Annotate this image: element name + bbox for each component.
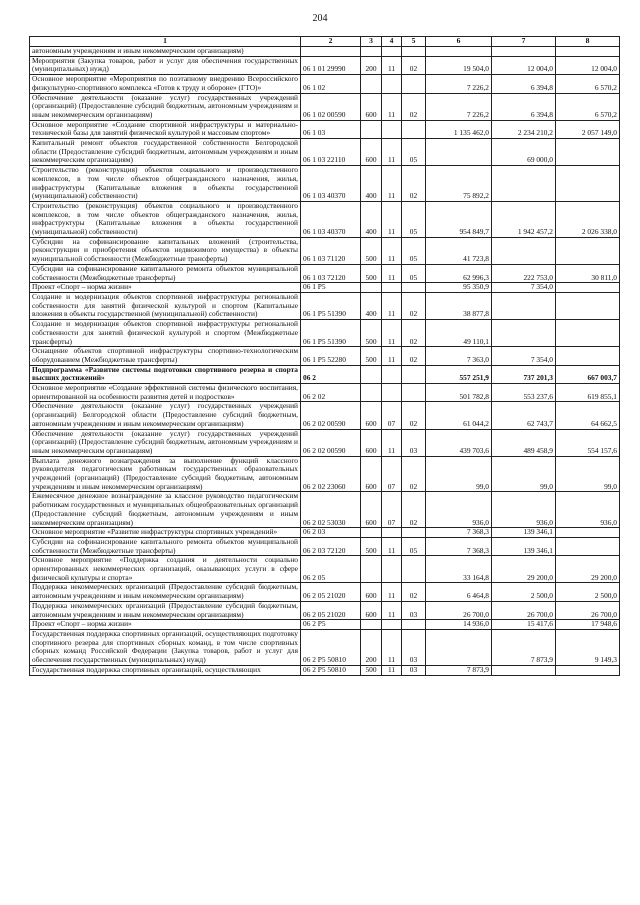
row-amount-year1-cell: 75 892,2	[426, 166, 492, 202]
row-code-cell: 06 2 05 21020	[301, 601, 361, 619]
row-name-cell: Выплата денежного вознаграждения за выполнение функций классного руководителя педагогическим работникам государственных образовательных учреждений (организаций) (Предоставление субсидий бюджетным, автономным учреждениям и иным некоммерческим организациям)	[30, 456, 301, 492]
row-code-cell: 06 1 P5 51390	[301, 292, 361, 319]
row-amount-year2-cell: 1 942 457,2	[492, 201, 556, 237]
row-subsection-cell: 02	[402, 292, 426, 319]
row-name-cell: Строительство (реконструкция) объектов социального и производственного комплексов, в том числе объектов общегражданского назначения, жилья, инфраструктуры (Капитальные вложения в объекты государственной (муниципальной) собственности)	[30, 201, 301, 237]
row-subsection-cell: 02	[402, 93, 426, 120]
row-amount-year1-cell: 936,0	[426, 492, 492, 528]
row-subsection-cell: 05	[402, 537, 426, 555]
row-amount-year3-cell: 99,0	[556, 456, 620, 492]
row-subsection-cell	[402, 120, 426, 138]
page-number: 204	[312, 13, 328, 24]
table-row	[30, 292, 620, 319]
row-amount-year2-cell: 7 873,9	[492, 630, 556, 666]
row-amount-year1-cell: 61 044,2	[426, 402, 492, 429]
table-row	[30, 320, 620, 347]
row-code-cell: 06 1 P5	[301, 283, 361, 293]
row-amount-year2-cell: 553 237,6	[492, 384, 556, 402]
row-name-cell: Капитальный ремонт объектов государственной собственности Белгородской области (Предоставление субсидий бюджетным, автономным учреждениям и иным некоммерческим организациям)	[30, 139, 301, 166]
row-amount-year3-cell: 6 570,2	[556, 93, 620, 120]
row-amount-year1-cell: 62 996,3	[426, 264, 492, 282]
row-section-cell: 11	[382, 665, 402, 675]
header-row	[30, 37, 620, 47]
row-amount-year1-cell: 14 936,0	[426, 620, 492, 630]
row-expense-type-cell: 600	[361, 139, 382, 166]
row-expense-type-cell	[361, 365, 382, 383]
row-amount-year1-cell: 38 877,8	[426, 292, 492, 319]
row-amount-year3-cell	[556, 537, 620, 555]
header-cell: 1	[30, 37, 301, 47]
row-name-cell: Создание и модернизация объектов спортивной инфраструктуры региональной собственности для занятий физической культурой и спортом (Межбюджетные трансферты)	[30, 320, 301, 347]
row-section-cell: 11	[382, 93, 402, 120]
row-section-cell: 11	[382, 320, 402, 347]
row-subsection-cell	[402, 620, 426, 630]
row-amount-year1-cell	[426, 47, 492, 57]
row-amount-year2-cell: 2 500,0	[492, 583, 556, 601]
row-amount-year3-cell: 17 948,6	[556, 620, 620, 630]
table-row	[30, 630, 620, 666]
table-row	[30, 492, 620, 528]
row-section-cell: 11	[382, 56, 402, 74]
row-name-cell: Субсидии на софинансирование капитальных вложений (строительства, реконструкции и приобретения объектов недвижимого имущества) в объекты муниципальной собственности (Межбюджетные трансферты)	[30, 237, 301, 264]
row-section-cell	[382, 47, 402, 57]
row-code-cell: 06 1 02	[301, 75, 361, 93]
row-section-cell	[382, 384, 402, 402]
row-code-cell: 06 1 02 00590	[301, 93, 361, 120]
table-row	[30, 47, 620, 57]
row-section-cell	[382, 620, 402, 630]
row-subsection-cell: 02	[402, 320, 426, 347]
row-expense-type-cell: 200	[361, 630, 382, 666]
row-name-cell: Основное мероприятие «Создание спортивной инфраструктуры и материально-технической базы для занятий физической культурой и массовым спортом»	[30, 120, 301, 138]
row-code-cell: 06 1 03 72120	[301, 264, 361, 282]
table-row	[30, 347, 620, 365]
row-subsection-cell: 02	[402, 347, 426, 365]
row-amount-year2-cell	[492, 47, 556, 57]
row-expense-type-cell	[361, 620, 382, 630]
row-amount-year2-cell: 69 000,0	[492, 139, 556, 166]
row-subsection-cell: 05	[402, 139, 426, 166]
row-section-cell: 11	[382, 347, 402, 365]
row-amount-year3-cell: 6 570,2	[556, 75, 620, 93]
row-expense-type-cell: 400	[361, 201, 382, 237]
row-expense-type-cell	[361, 75, 382, 93]
row-name-cell: Поддержка некоммерческих организаций (Предоставление субсидий бюджетным, автономным учреждениям и иным некоммерческим организациям)	[30, 583, 301, 601]
row-amount-year1-cell: 7 368,3	[426, 528, 492, 538]
row-amount-year3-cell	[556, 665, 620, 675]
row-amount-year3-cell: 29 200,0	[556, 556, 620, 583]
row-section-cell	[382, 528, 402, 538]
table-row	[30, 583, 620, 601]
header-cell: 8	[556, 37, 620, 47]
table-row	[30, 365, 620, 383]
row-code-cell: 06 1 03	[301, 120, 361, 138]
row-subsection-cell	[402, 47, 426, 57]
row-amount-year1-cell: 7 873,9	[426, 665, 492, 675]
row-section-cell: 11	[382, 139, 402, 166]
row-name-cell: Основное мероприятие «Мероприятия по поэтапному внедрению Всероссийского физкультурно-спортивного комплекса «Готов к труду и обороне» (ГТО)»	[30, 75, 301, 93]
table-row	[30, 166, 620, 202]
row-expense-type-cell	[361, 283, 382, 293]
row-amount-year3-cell	[556, 139, 620, 166]
row-name-cell: Проект «Спорт – норма жизни»	[30, 283, 301, 293]
row-amount-year2-cell: 222 753,0	[492, 264, 556, 282]
row-code-cell: 06 1 P5 51390	[301, 320, 361, 347]
row-amount-year2-cell	[492, 665, 556, 675]
row-subsection-cell: 02	[402, 492, 426, 528]
row-subsection-cell: 05	[402, 237, 426, 264]
row-subsection-cell	[402, 556, 426, 583]
row-section-cell: 11	[382, 292, 402, 319]
table-row	[30, 429, 620, 456]
row-amount-year2-cell: 12 004,0	[492, 56, 556, 74]
row-section-cell	[382, 75, 402, 93]
row-name-cell: Создание и модернизация объектов спортивной инфраструктуры региональной собственности для занятий физической культурой и спортом (Капитальные вложения в объекты государственной (муниципальной) собственности)	[30, 292, 301, 319]
row-code-cell: 06 2 05	[301, 556, 361, 583]
row-expense-type-cell: 600	[361, 601, 382, 619]
row-name-cell: Поддержка некоммерческих организаций (Предоставление субсидий бюджетным, автономным учреждениям и иным некоммерческим организациям)	[30, 601, 301, 619]
row-subsection-cell: 03	[402, 630, 426, 666]
table-row	[30, 56, 620, 74]
row-amount-year3-cell	[556, 292, 620, 319]
row-amount-year2-cell: 7 354,0	[492, 283, 556, 293]
row-amount-year2-cell: 139 346,1	[492, 537, 556, 555]
row-amount-year1-cell: 439 703,6	[426, 429, 492, 456]
row-amount-year1-cell: 501 782,8	[426, 384, 492, 402]
row-amount-year1-cell	[426, 630, 492, 666]
row-code-cell: 06 2 03	[301, 528, 361, 538]
row-amount-year1-cell: 99,0	[426, 456, 492, 492]
header-cell: 6	[426, 37, 492, 47]
row-code-cell: 06 2 02 00590	[301, 402, 361, 429]
row-expense-type-cell	[361, 528, 382, 538]
row-name-cell: автономным учреждениям и иным некоммерческим организациям)	[30, 47, 301, 57]
header-cell: 3	[361, 37, 382, 47]
row-section-cell	[382, 365, 402, 383]
row-section-cell: 11	[382, 264, 402, 282]
table-row	[30, 402, 620, 429]
row-expense-type-cell: 600	[361, 93, 382, 120]
table-row	[30, 556, 620, 583]
row-amount-year3-cell	[556, 47, 620, 57]
table-row	[30, 75, 620, 93]
row-name-cell: Подпрограмма «Развитие системы подготовки спортивного резерва и спорта высших достижений»	[30, 365, 301, 383]
row-amount-year2-cell: 139 346,1	[492, 528, 556, 538]
row-name-cell: Субсидии на софинансирование капитального ремонта объектов муниципальной собственности (Межбюджетные трансферты)	[30, 537, 301, 555]
row-name-cell: Строительство (реконструкция) объектов социального и производственного комплексов, в том числе объектов общегражданского назначения, жилья, инфраструктуры (Капитальные вложения в объекты государственной (муниципальной) собственности)	[30, 166, 301, 202]
row-subsection-cell: 02	[402, 56, 426, 74]
row-amount-year2-cell: 489 458,9	[492, 429, 556, 456]
row-expense-type-cell: 500	[361, 237, 382, 264]
table-row	[30, 139, 620, 166]
row-subsection-cell	[402, 384, 426, 402]
row-expense-type-cell: 500	[361, 264, 382, 282]
row-amount-year3-cell: 667 003,7	[556, 365, 620, 383]
row-subsection-cell: 02	[402, 402, 426, 429]
row-amount-year1-cell: 7 368,3	[426, 537, 492, 555]
row-expense-type-cell	[361, 47, 382, 57]
row-amount-year1-cell: 7 226,2	[426, 75, 492, 93]
row-amount-year2-cell	[492, 166, 556, 202]
row-name-cell: Основное мероприятие «Создание эффективной системы физического воспитания, ориентированной на особенности развития детей и подростков»	[30, 384, 301, 402]
row-amount-year3-cell	[556, 347, 620, 365]
row-amount-year3-cell	[556, 320, 620, 347]
row-code-cell: 06 2 P5	[301, 620, 361, 630]
table-row	[30, 264, 620, 282]
row-section-cell: 07	[382, 492, 402, 528]
row-amount-year1-cell: 7 363,0	[426, 347, 492, 365]
row-amount-year1-cell: 26 700,0	[426, 601, 492, 619]
row-amount-year3-cell	[556, 528, 620, 538]
table-row	[30, 120, 620, 138]
row-amount-year3-cell: 26 700,0	[556, 601, 620, 619]
row-subsection-cell	[402, 283, 426, 293]
row-expense-type-cell	[361, 556, 382, 583]
row-amount-year3-cell: 2 057 149,0	[556, 120, 620, 138]
row-amount-year3-cell: 12 004,0	[556, 56, 620, 74]
row-amount-year3-cell: 30 811,0	[556, 264, 620, 282]
row-name-cell: Ежемесячное денежное вознаграждение за классное руководство педагогическим работникам государственных и муниципальных общеобразовательных организаций (Предоставление субсидий бюджетным, автономным учреждениям и иным некоммерческим организациям)	[30, 492, 301, 528]
row-amount-year2-cell: 2 234 210,2	[492, 120, 556, 138]
row-amount-year1-cell: 41 723,8	[426, 237, 492, 264]
row-amount-year3-cell	[556, 237, 620, 264]
row-amount-year2-cell: 7 354,0	[492, 347, 556, 365]
row-amount-year2-cell: 62 743,7	[492, 402, 556, 429]
row-amount-year1-cell: 1 135 462,0	[426, 120, 492, 138]
row-code-cell: 06 1 03 40370	[301, 166, 361, 202]
row-code-cell: 06 1 P5 52280	[301, 347, 361, 365]
row-subsection-cell: 02	[402, 583, 426, 601]
row-subsection-cell: 03	[402, 429, 426, 456]
row-amount-year2-cell	[492, 292, 556, 319]
row-name-cell: Оснащение объектов спортивной инфраструктуры спортивно-технологическим оборудованием (Межбюджетные трансферты)	[30, 347, 301, 365]
budget-table	[29, 36, 620, 676]
table-row	[30, 384, 620, 402]
row-subsection-cell: 05	[402, 201, 426, 237]
row-code-cell: 06 2 P5 50810	[301, 630, 361, 666]
row-name-cell: Государственная поддержка спортивных организаций, осуществляющих подготовку спортивного резерва для спортивных сборных команд, в том числе спортивных сборных команд Российской Федерации (Закупка товаров, работ и услуг для обеспечения государственных (муниципальных) нужд)	[30, 630, 301, 666]
row-name-cell: Обеспечение деятельности (оказание услуг) государственных учреждений (организаций) Белгородской области (Предоставление субсидий бюджетным, автономным учреждениям и иным некоммерческим организациям)	[30, 402, 301, 429]
row-subsection-cell: 02	[402, 456, 426, 492]
row-section-cell: 11	[382, 201, 402, 237]
row-amount-year1-cell	[426, 139, 492, 166]
row-subsection-cell: 03	[402, 601, 426, 619]
row-amount-year2-cell: 99,0	[492, 456, 556, 492]
row-section-cell: 11	[382, 166, 402, 202]
header-cell: 7	[492, 37, 556, 47]
row-subsection-cell	[402, 75, 426, 93]
row-amount-year1-cell: 6 464,8	[426, 583, 492, 601]
row-amount-year3-cell: 9 149,3	[556, 630, 620, 666]
row-section-cell: 11	[382, 630, 402, 666]
row-section-cell	[382, 283, 402, 293]
row-code-cell: 06 2 P5 50810	[301, 665, 361, 675]
row-name-cell: Субсидии на софинансирование капитального ремонта объектов муниципальной собственности (Межбюджетные трансферты)	[30, 264, 301, 282]
header-cell: 2	[301, 37, 361, 47]
row-expense-type-cell: 600	[361, 429, 382, 456]
row-subsection-cell	[402, 365, 426, 383]
row-subsection-cell: 02	[402, 166, 426, 202]
row-code-cell: 06 2	[301, 365, 361, 383]
row-section-cell: 11	[382, 537, 402, 555]
row-code-cell: 06 1 03 40370	[301, 201, 361, 237]
header-cell: 4	[382, 37, 402, 47]
row-code-cell: 06 2 02	[301, 384, 361, 402]
row-amount-year1-cell: 19 504,0	[426, 56, 492, 74]
row-amount-year2-cell: 15 417,6	[492, 620, 556, 630]
row-amount-year2-cell	[492, 237, 556, 264]
table-row	[30, 237, 620, 264]
row-amount-year1-cell: 33 164,8	[426, 556, 492, 583]
row-amount-year2-cell: 737 201,3	[492, 365, 556, 383]
row-code-cell: 06 2 02 00590	[301, 429, 361, 456]
row-expense-type-cell: 500	[361, 347, 382, 365]
row-expense-type-cell: 600	[361, 456, 382, 492]
table-row	[30, 665, 620, 675]
row-expense-type-cell: 200	[361, 56, 382, 74]
row-code-cell: 06 1 01 29990	[301, 56, 361, 74]
row-name-cell: Основное мероприятие «Развитие инфраструктуры спортивных учреждений»	[30, 528, 301, 538]
row-amount-year2-cell: 29 200,0	[492, 556, 556, 583]
row-code-cell: 06 1 03 22110	[301, 139, 361, 166]
row-section-cell: 11	[382, 583, 402, 601]
row-amount-year3-cell	[556, 283, 620, 293]
table-row	[30, 93, 620, 120]
row-expense-type-cell: 500	[361, 537, 382, 555]
row-section-cell: 11	[382, 429, 402, 456]
header-cell: 5	[402, 37, 426, 47]
row-amount-year3-cell: 936,0	[556, 492, 620, 528]
table-row	[30, 528, 620, 538]
row-code-cell	[301, 47, 361, 57]
row-code-cell: 06 2 02 23060	[301, 456, 361, 492]
row-section-cell	[382, 120, 402, 138]
row-amount-year1-cell: 954 849,7	[426, 201, 492, 237]
row-subsection-cell: 05	[402, 264, 426, 282]
row-section-cell	[382, 556, 402, 583]
row-amount-year3-cell: 554 157,6	[556, 429, 620, 456]
row-expense-type-cell: 600	[361, 492, 382, 528]
row-expense-type-cell	[361, 120, 382, 138]
row-expense-type-cell: 500	[361, 320, 382, 347]
row-expense-type-cell: 400	[361, 166, 382, 202]
table-row	[30, 537, 620, 555]
row-amount-year2-cell: 26 700,0	[492, 601, 556, 619]
row-expense-type-cell	[361, 384, 382, 402]
row-amount-year1-cell: 95 350,9	[426, 283, 492, 293]
table-body	[30, 47, 620, 676]
row-amount-year3-cell	[556, 166, 620, 202]
table-row	[30, 456, 620, 492]
row-expense-type-cell: 600	[361, 583, 382, 601]
row-name-cell: Мероприятия (Закупка товаров, работ и услуг для обеспечения государственных (муниципальных) нужд)	[30, 56, 301, 74]
row-subsection-cell: 03	[402, 665, 426, 675]
row-amount-year2-cell: 6 394,8	[492, 75, 556, 93]
row-section-cell: 07	[382, 456, 402, 492]
row-name-cell: Основное мероприятие «Поддержка создания и деятельности социально ориентированных некоммерческих организаций, оказывающих услуги в сфере физической культуры и спорта»	[30, 556, 301, 583]
row-code-cell: 06 2 03 72120	[301, 537, 361, 555]
row-expense-type-cell: 400	[361, 292, 382, 319]
table-row	[30, 201, 620, 237]
row-section-cell: 11	[382, 601, 402, 619]
row-amount-year3-cell: 2 500,0	[556, 583, 620, 601]
row-code-cell: 06 1 03 71120	[301, 237, 361, 264]
row-code-cell: 06 2 02 53030	[301, 492, 361, 528]
row-amount-year1-cell: 557 251,9	[426, 365, 492, 383]
row-amount-year3-cell: 2 026 338,0	[556, 201, 620, 237]
row-name-cell: Обеспечение деятельности (оказание услуг) государственных учреждений (организаций) (Предоставление субсидий бюджетным, автономным учреждениям и иным некоммерческим организациям)	[30, 429, 301, 456]
row-amount-year1-cell: 7 226,2	[426, 93, 492, 120]
row-amount-year2-cell: 936,0	[492, 492, 556, 528]
row-name-cell: Обеспечение деятельности (оказание услуг) государственных учреждений (организаций) (Предоставление субсидий бюджетным, автономным учреждениям и иным некоммерческим организациям)	[30, 93, 301, 120]
row-expense-type-cell: 500	[361, 665, 382, 675]
row-section-cell: 07	[382, 402, 402, 429]
row-amount-year2-cell: 6 394,8	[492, 93, 556, 120]
row-name-cell: Проект «Спорт – норма жизни»	[30, 620, 301, 630]
row-subsection-cell	[402, 528, 426, 538]
row-expense-type-cell: 600	[361, 402, 382, 429]
row-name-cell: Государственная поддержка спортивных организаций, осуществляющих	[30, 665, 301, 675]
row-code-cell: 06 2 05 21020	[301, 583, 361, 601]
row-amount-year3-cell: 64 662,5	[556, 402, 620, 429]
row-section-cell: 11	[382, 237, 402, 264]
row-amount-year2-cell	[492, 320, 556, 347]
row-amount-year3-cell: 619 855,1	[556, 384, 620, 402]
table-row	[30, 601, 620, 619]
row-amount-year1-cell: 49 110,1	[426, 320, 492, 347]
